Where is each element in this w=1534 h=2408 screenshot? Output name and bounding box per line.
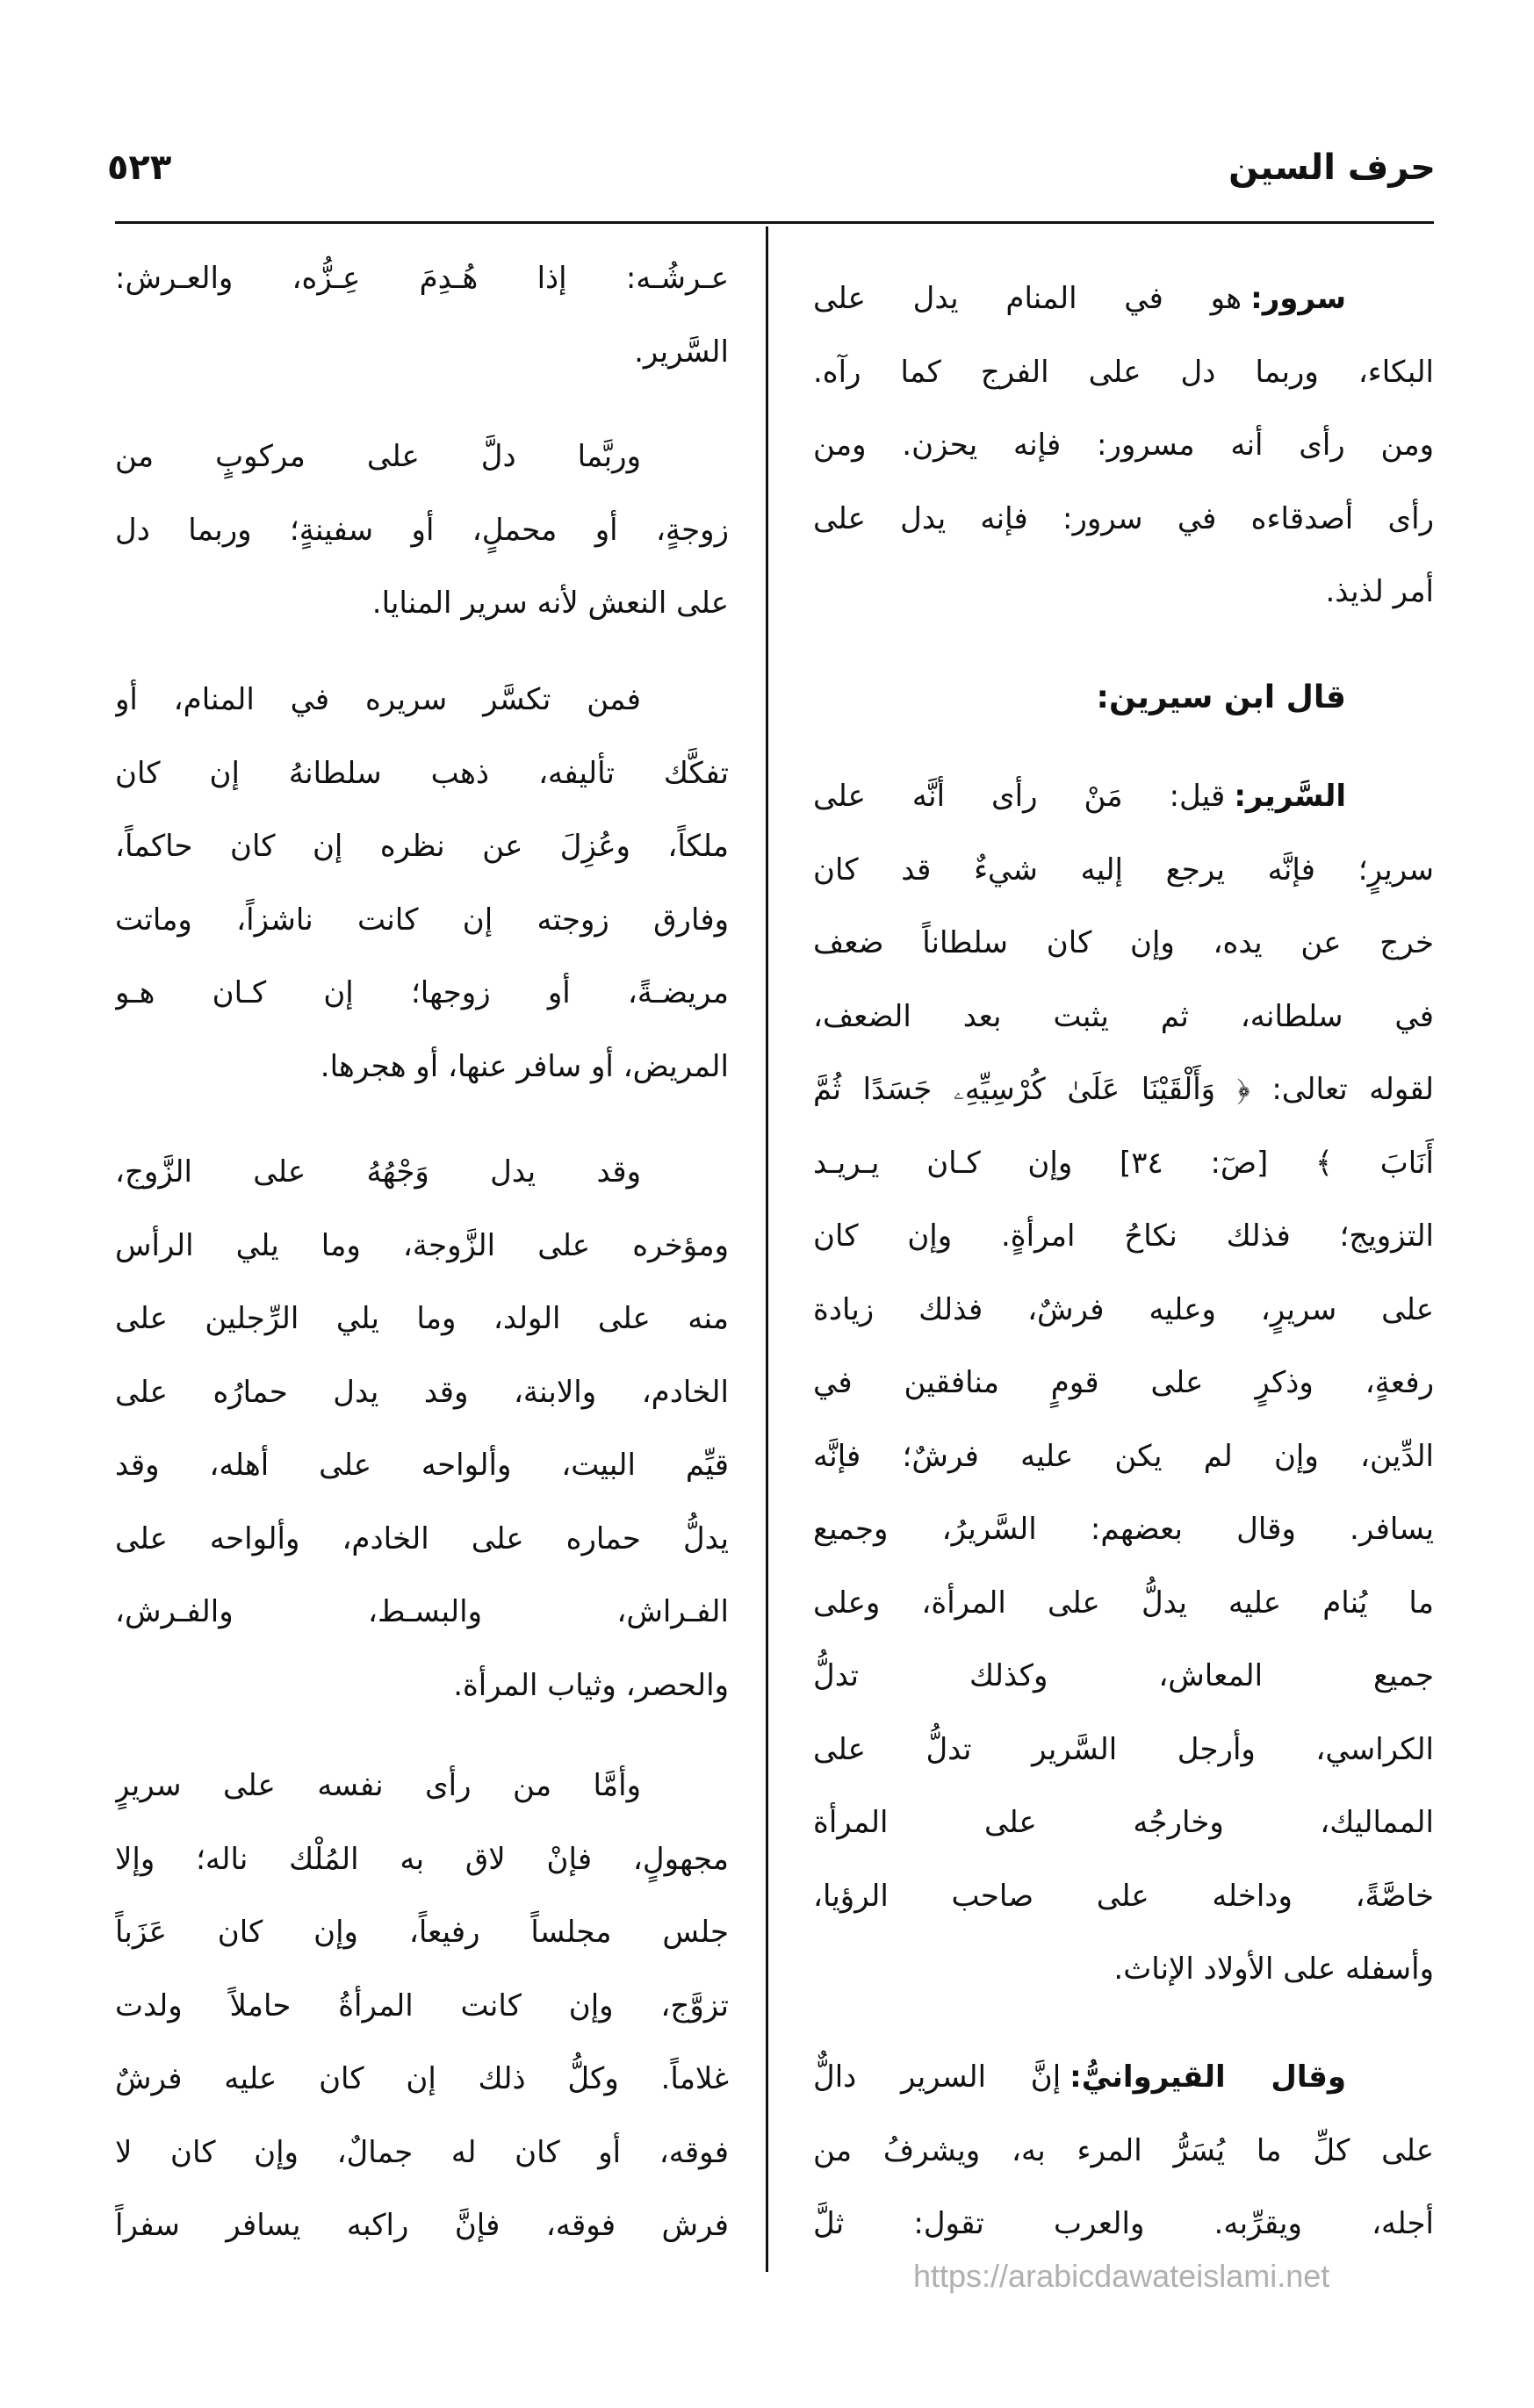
entry-keyword: سرور: (1250, 281, 1346, 316)
text-line (115, 1970, 729, 2044)
line-text: هو في المنام يدل على (813, 281, 1242, 316)
line-text: الخادم، والابنة، وقد يدل حمارُه على (115, 1374, 729, 1410)
text-line (813, 1714, 1434, 1787)
line-text: الكراسي، وأرجل السَّرير تدلُّ على (813, 1731, 1434, 1767)
text-line (115, 2043, 729, 2117)
line-text: مجهولٍ، فإنْ لاق به المُلْك ناله؛ وإلا (115, 1841, 729, 1877)
line-text: رفعةٍ، وذكرٍ على قومٍ منافقين في (813, 1365, 1434, 1400)
line-text: مريضـةً، أو زوجها؛ إن كـان هـو (115, 975, 729, 1010)
line-text: قيل: مَنْ رأى أنَّه على (813, 779, 1226, 814)
text-line (115, 421, 729, 494)
line-text: المماليك، وخارجُه على المرأة (813, 1805, 1434, 1840)
line-text: لقوله تعالى: ﴿ وَأَلْقَيْنَا عَلَىٰ كُرْسِيِّهِۦ جَسَدًا ثُمَّ (813, 1072, 1434, 1107)
line-text: وربَّما دلَّ على مركوبٍ من (115, 439, 641, 474)
line-text: المريض، أو سافر عنها، أو هجرها. (320, 1048, 729, 1084)
text-line (115, 1823, 729, 1897)
text-line (813, 1493, 1434, 1567)
line-text: غلاماً. وكلُّ ذلك إن كان عليه فرشٌ (115, 2061, 729, 2096)
text-line (813, 556, 1434, 629)
text-line (115, 1503, 729, 1577)
text-line (115, 2117, 729, 2190)
line-text: وأمَّا من رأى نفسه على سريرٍ (115, 1768, 641, 1803)
line-text: ملكاً، وعُزِلَ عن نظره إن كان حاكماً، (115, 829, 729, 864)
line-text: قيِّم البيت، وألواحه على أهله، وقد (115, 1448, 729, 1483)
text-line (813, 1933, 1434, 2007)
line-text: ومن رأى أنه مسرور: فإنه يحزن. ومن (813, 428, 1434, 463)
text-line (813, 336, 1434, 410)
paragraph (115, 664, 729, 1103)
line-text: فرش فوقه، فإنَّ راكبه يسافر سفراً (115, 2208, 729, 2243)
text-line (115, 1576, 729, 1650)
text-line (813, 1200, 1434, 1274)
text-line (115, 1650, 729, 1723)
text-line (115, 1210, 729, 1283)
line-text: جلس مجلساً رفيعاً، وإن كان عَزَباً (115, 1915, 729, 1950)
text-line (813, 1860, 1434, 1934)
line-text: فوقه، أو كان له جمالٌ، وإن كان لا (115, 2134, 729, 2170)
paragraph (115, 242, 729, 389)
text-line (115, 316, 729, 390)
page-number: ٥٢٣ (107, 147, 172, 188)
line-text: وقد يدل وَجْهُهُ على الزَّوج، (115, 1154, 641, 1190)
text-line (813, 2188, 1434, 2261)
text-line (813, 907, 1434, 981)
text-line (115, 1283, 729, 1356)
text-line (115, 1429, 729, 1503)
line-text: يدلُّ حماره على الخادم، وألواحه على (115, 1520, 729, 1556)
text-line (813, 1567, 1434, 1641)
header-rule (115, 221, 1434, 224)
line-text: ما يُنام عليه يدلُّ على المرأة، وعلى (813, 1585, 1434, 1621)
line-text: زوجةٍ، أو محملٍ، أو سفينةٍ؛ وربما دل (115, 512, 729, 548)
text-line (115, 664, 729, 737)
line-text: يسافر. وقال بعضهم: السَّريرُ، وجميع (813, 1512, 1434, 1547)
paragraph (813, 760, 1434, 2007)
text-line (115, 810, 729, 884)
line-text: على سريرٍ، وعليه فرشٌ، فذلك زيادة (813, 1291, 1434, 1327)
text-line (115, 494, 729, 568)
text-line (115, 1031, 729, 1104)
text-line (813, 1274, 1434, 1348)
line-text: الفـراش، والبسـط، والفـرش، (115, 1594, 729, 1629)
line-text: أجله، ويقرِّبه. والعرب تقول: ثلَّ (813, 2206, 1434, 2241)
paragraph (813, 262, 1434, 629)
line-text: البكاء، وربما دل على الفرج كما رآه. (813, 354, 1434, 390)
line-text: جميع المعاش، وكذلك تدلُّ (813, 1658, 1434, 1693)
heading-text: قال ابن سيرين: (1096, 679, 1346, 715)
text-line (813, 1786, 1434, 1860)
column-divider (766, 226, 768, 2272)
watermark-url: https://arabicdawateislami.net (913, 2258, 1330, 2294)
line-text: الدِّين، وإن لم يكن عليه فرشٌ؛ فإنَّه (813, 1438, 1434, 1474)
text-line (115, 567, 729, 641)
text-line (115, 1750, 729, 1823)
line-text: خرج عن يده، وإن كان سلطاناً ضعف (813, 925, 1434, 960)
text-line (813, 1420, 1434, 1494)
line-text: سريرٍ؛ فإنَّه يرجع إليه شيءٌ قد كان (813, 852, 1434, 888)
paragraph (813, 2041, 1434, 2261)
line-text: رأى أصدقاءه في سرور: فإنه يدل على (813, 500, 1434, 536)
line-text: تفكَّك تأليفه، ذهب سلطانهُ إن كان (115, 755, 729, 791)
text-line (115, 2189, 729, 2263)
line-text: فمن تكسَّر سريره في المنام، أو (115, 682, 641, 717)
text-line (813, 834, 1434, 908)
line-text: منه على الولد، وما يلي الرِّجلين على (115, 1301, 729, 1336)
text-line (813, 483, 1434, 557)
line-text: على النعش لأنه سرير المنايا. (371, 586, 729, 621)
text-line (115, 957, 729, 1031)
entry-keyword: وقال القيروانيُّ: (1069, 2059, 1346, 2095)
line-text: السَّرير. (634, 334, 729, 370)
text-line (115, 737, 729, 811)
running-header-title: حرف السين (1228, 147, 1436, 188)
text-line (813, 1347, 1434, 1420)
text-line (115, 1896, 729, 1970)
text-line (813, 262, 1434, 336)
line-text: والحصر، وثياب المرأة. (453, 1667, 729, 1703)
line-text: وأسفله على الأولاد الإناث. (1113, 1952, 1434, 1987)
paragraph (115, 1750, 729, 2263)
line-text: أمر لذيذ. (1325, 574, 1434, 609)
line-text: أَنَابَ ﴾ [صٓ: ٣٤] وإن كـان يـريـد (813, 1145, 1434, 1181)
text-line (115, 1356, 729, 1430)
line-text: تزوَّج، وإن كانت المرأةُ حاملاً ولدت (115, 1987, 729, 2023)
text-line (115, 242, 729, 316)
text-line (813, 409, 1434, 483)
text-line (813, 2041, 1434, 2115)
line-text: عـرشُـه: إذا هُـدِمَ عِـزُّه، والعـرش: (115, 261, 729, 296)
line-text: خاصَّةً، وداخله على صاحب الرؤيا، (813, 1878, 1434, 1914)
text-line (813, 1640, 1434, 1714)
line-text: التزويج؛ فذلك نكاحُ امرأةٍ. وإن كان (813, 1218, 1434, 1254)
text-line (115, 884, 729, 958)
paragraph (115, 1136, 729, 1722)
text-line (813, 1053, 1434, 1127)
line-text: إنَّ السرير دالٌّ (813, 2059, 1062, 2095)
text-line (115, 1136, 729, 1210)
text-line (813, 760, 1434, 834)
text-line (813, 2115, 1434, 2189)
paragraph (115, 421, 729, 641)
text-line (813, 981, 1434, 1054)
entry-keyword: السَّرير: (1234, 779, 1346, 814)
text-line (813, 1127, 1434, 1201)
line-text: في سلطانه، ثم يثبت بعد الضعف، (813, 998, 1434, 1034)
section-heading (813, 661, 1434, 735)
line-text: وفارق زوجته إن كانت ناشزاً، وماتت (115, 902, 729, 938)
line-text: على كلِّ ما يُسَرُّ المرء به، ويشرفُ من (813, 2132, 1434, 2168)
line-text: ومؤخره على الزَّوجة، وما يلي الرأس (115, 1227, 729, 1263)
